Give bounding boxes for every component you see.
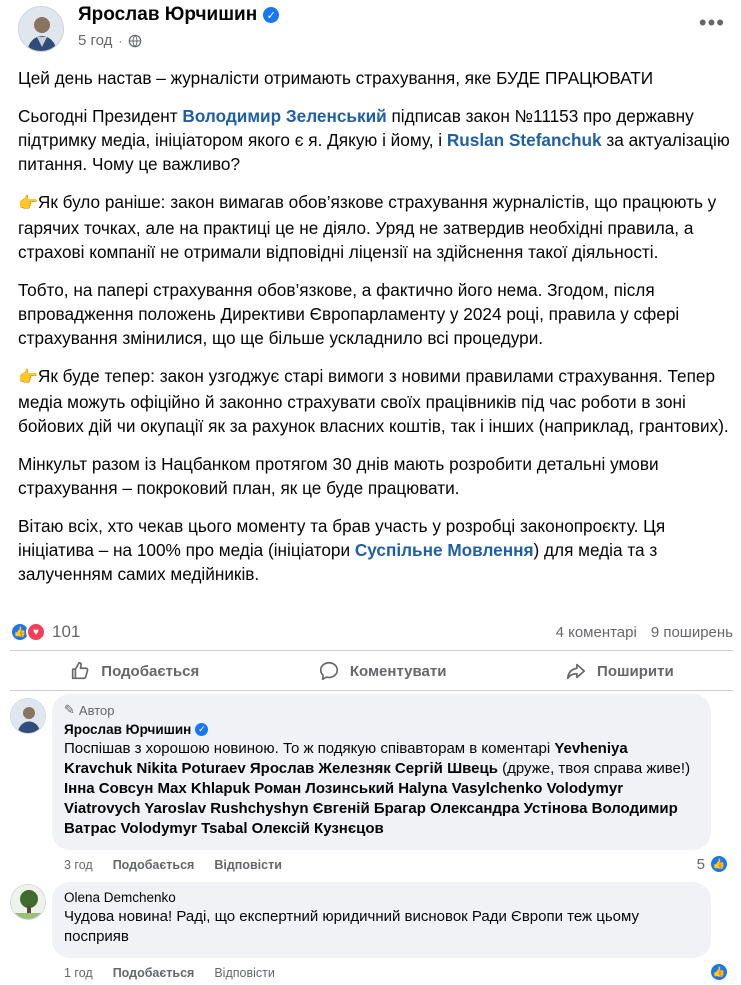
text-segment: Поспішав з хорошою новиною. То ж подякую співавторам в коментарі — [64, 740, 555, 757]
like-reaction-icon: 👍 — [10, 622, 30, 642]
tagged-people[interactable]: Інна Совсун Max Khlapuk Роман Лозинський Halyna Vasylchenko Volodymyr Viatrovych Yaroslav Rushchyshyn Євгеній Брагар Олександра Устінова Володимир Ватрас Volodymyr Tsabal Олексій Кузнєцов — [64, 780, 678, 837]
comment-meta — [64, 966, 275, 980]
like-button-label: Подобається — [101, 662, 200, 680]
like-button[interactable] — [69, 660, 199, 682]
comment-time[interactable]: 1 год — [64, 966, 93, 980]
thumbs-up-icon — [69, 660, 91, 682]
post-author-name[interactable]: Ярослав Юрчишин — [78, 4, 258, 25]
love-reaction-icon: ♥ — [26, 622, 46, 642]
comment-icon — [318, 660, 340, 682]
like-reaction-icon: 👍 — [709, 962, 729, 982]
post-paragraph-7 — [18, 514, 732, 586]
post-time[interactable]: 5 год — [78, 32, 113, 49]
comment-button-label: Коментувати — [349, 662, 447, 680]
reaction-count[interactable]: 101 — [52, 622, 81, 641]
pointing-hand-icon: 👉 — [18, 195, 38, 212]
post-paragraph-2 — [18, 104, 732, 176]
comment-like-button[interactable]: Подобається — [112, 858, 195, 872]
globe-icon[interactable] — [128, 34, 142, 48]
comment-reply-button[interactable]: Відповісти — [214, 966, 275, 980]
text-segment: за актуалізацію питання. Чому це важливо? — [18, 130, 730, 174]
author-badge — [64, 702, 699, 718]
post-paragraph-5 — [18, 364, 732, 438]
comment-text — [64, 739, 699, 839]
verified-badge-icon: ✓ — [195, 723, 208, 736]
comment-item — [10, 882, 733, 985]
reaction-icons[interactable] — [10, 622, 46, 642]
pencil-icon: ✎ — [64, 702, 75, 717]
share-icon — [565, 660, 587, 682]
comment-author-avatar[interactable] — [10, 698, 46, 734]
comment-time[interactable]: 3 год — [64, 858, 93, 872]
divider — [10, 690, 733, 691]
comment-avatar-image — [11, 885, 46, 920]
comment-like-count[interactable] — [697, 854, 729, 874]
post-paragraph-6: Мінкульт разом із Нацбанком протягом 30 днів мають розробити детальні умови страхування – покроковий план, як це буде працювати. — [18, 454, 659, 498]
author-badge-label: Автор — [78, 702, 115, 718]
text-segment: Як буде тепер: закон узгоджує старі вимоги з новими правилами страхування. Тепер медіа можуть офіційно й законно страхувати своїх працівників під час роботи в зоні бойових дій чи окупації як за рахунок власних коштів, так і інших (наприклад, грантових). — [18, 366, 729, 436]
author-avatar-image — [19, 7, 64, 52]
author-avatar[interactable] — [18, 6, 64, 52]
post-paragraph-1: Цей день настав – журналісти отримають страхування, яке БУДЕ ПРАЦЮВАТИ — [18, 68, 654, 88]
comment-like-button[interactable]: Подобається — [112, 966, 195, 980]
more-options-icon[interactable]: ••• — [698, 10, 725, 35]
mention-link-suspilne[interactable]: Суспільне Мовлення — [354, 540, 534, 560]
post-header — [18, 2, 731, 60]
text-segment: Вітаю всіх, хто чекав цього моменту та брав участь у розробці законопроєкту. Ця ініціатива – на 100% про медіа (ініціатори — [18, 516, 666, 560]
verified-badge-icon: ✓ — [263, 7, 279, 23]
pointing-hand-icon: 👉 — [18, 369, 38, 386]
shares-count[interactable]: 9 поширень — [650, 623, 733, 641]
comment-like-count[interactable] — [709, 962, 729, 982]
comment-text: Чудова новина! Раді, що експертний юридичний висновок Ради Європи теж цьому посприяв — [64, 908, 639, 945]
share-button-label: Поширити — [597, 662, 674, 680]
post-paragraph-4: Тобто, на папері страхування обов’язкове, а фактично його нема. Згодом, після впровадження положень Директиви Європарламенту у 2024 році, правила у сфері страхування змінилися, що ще більше ускладнило всі процедури. — [18, 280, 680, 348]
divider — [10, 650, 733, 651]
reactions-bar — [10, 618, 733, 646]
text-segment: Сьогодні Президент — [18, 106, 183, 126]
comment-author-name[interactable]: Olena Demchenko — [64, 890, 176, 905]
post-actions — [10, 652, 733, 690]
text-segment: підписав закон №11153 про державну підтримку медіа, ініціатором якого є я. Дякую і йому, і — [18, 106, 694, 150]
comment-author-name[interactable]: Ярослав Юрчишин — [64, 722, 192, 737]
tagged-people[interactable]: Yevheniya Kravchuk Nikita Poturaev Ярослав Железняк Сергій Швець — [64, 740, 628, 777]
comment-item — [10, 694, 733, 880]
comment-author-avatar[interactable] — [10, 884, 46, 920]
mention-link-stefanchuk[interactable]: Ruslan Stefanchuk — [446, 130, 602, 150]
comment-avatar-image — [11, 699, 46, 734]
text-segment: ) для медіа та з залученням самих медійників. — [18, 540, 658, 584]
comments-count[interactable]: 4 коментарі — [555, 623, 637, 641]
mention-link-zelensky[interactable]: Володимир Зеленський — [182, 106, 387, 126]
post-paragraph-3 — [18, 190, 732, 264]
post-text — [18, 66, 732, 600]
comment-like-number: 5 — [696, 855, 705, 873]
comment-reply-button[interactable]: Відповісти — [214, 858, 282, 872]
separator-dot: · — [118, 33, 123, 48]
comment-meta — [64, 858, 282, 872]
text-segment: (друже, твоя справа живе!) — [497, 760, 691, 777]
text-segment: Як було раніше: закон вимагав обов’язкове страхування журналістів, що працюють у гарячих точках, але на практиці це не діяло. Уряд не затвердив необхідні правила, а страхові компанії не отримали відповідні ліцензії на здійснення такої діяльності. — [18, 192, 717, 262]
like-reaction-icon: 👍 — [709, 854, 729, 874]
comment-button[interactable] — [318, 660, 447, 682]
comment-bubble — [52, 882, 711, 958]
comment-bubble — [52, 694, 711, 850]
share-button[interactable] — [565, 660, 674, 682]
